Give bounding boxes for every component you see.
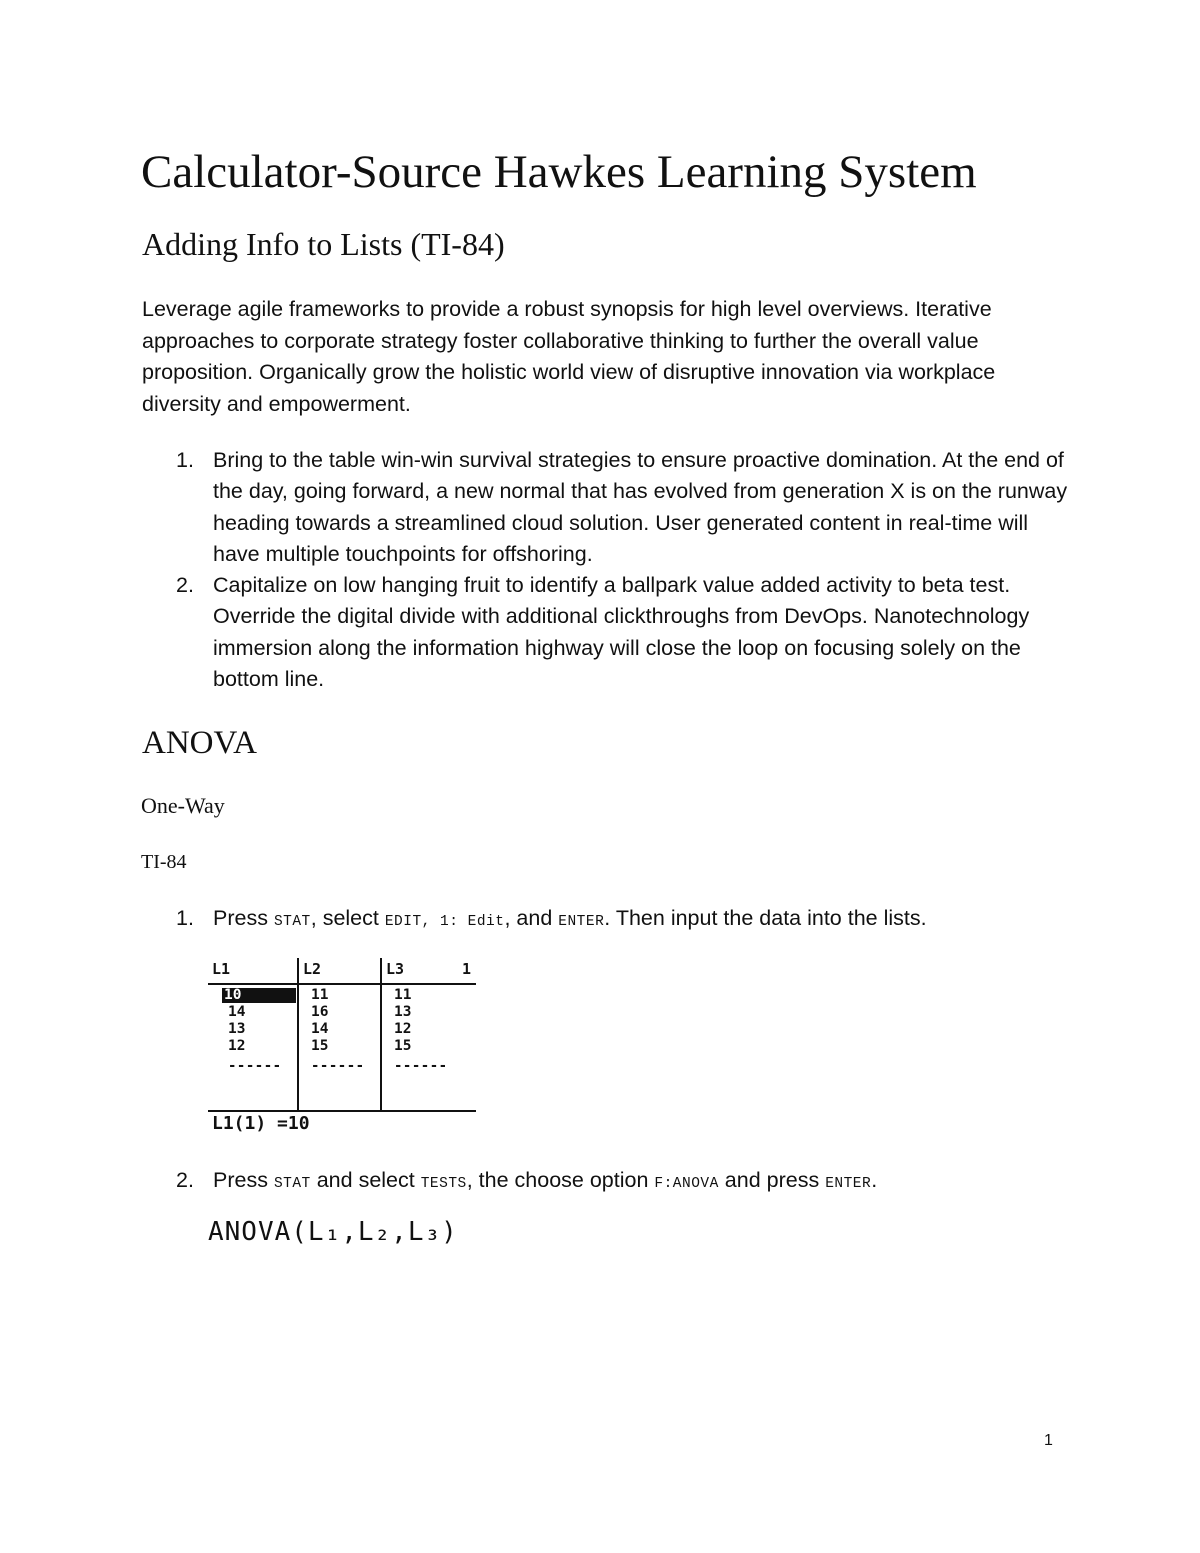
list-cell-empty: ------ (228, 1058, 282, 1074)
list-item-text: Capitalize on low hanging fruit to identify a ballpark value added activity to beta test. Override the digital divide with additional clickthroughs from DevOps. Nanotechnology immersion along the information highway will close the loop on focusing solely on the bottom line. (213, 573, 1030, 692)
key-stat: STAT (273, 914, 311, 930)
list-item-text: Bring to the table win-win survival strategies to ensure proactive domination. At the end of the day, going forward, a new normal that has evolved from generation X is on the runway heading towards a streamlined cloud solution. User generated content in real-time will have multiple touchpoints for offshoring. (213, 448, 1068, 566)
step-text-part: , select (310, 906, 385, 930)
list-cell: 14 (228, 1004, 246, 1020)
list-header-l2: L2 (303, 960, 322, 978)
list-cell: 12 (394, 1021, 412, 1037)
step-text-part: and press (718, 1168, 826, 1192)
list-item (142, 445, 1072, 570)
list-cell: 15 (311, 1038, 329, 1054)
list-cell: 13 (394, 1004, 412, 1020)
list-header-l3: L3 (386, 960, 405, 978)
page-number: 1 (1044, 1432, 1053, 1449)
list-cell: 13 (228, 1021, 246, 1037)
step-number: 1. (176, 906, 194, 930)
list-item (142, 570, 1072, 695)
ti84-heading: TI-84 (141, 851, 187, 873)
step-text-part: . Then input the data into the lists. (604, 906, 927, 930)
document-title: Calculator-Source Hawkes Learning System (141, 146, 977, 198)
step-text-part: . (871, 1168, 878, 1192)
column-divider (297, 958, 299, 1112)
list-header-l1: L1 (212, 960, 231, 978)
list-cell-empty: ------ (394, 1058, 448, 1074)
step-text (213, 903, 927, 937)
list-item-number: 2. (176, 573, 194, 598)
section-heading-adding-info: Adding Info to Lists (TI-84) (142, 226, 505, 262)
key-anova: F:ANOVA (654, 1176, 719, 1192)
step-text-part: , the choose option (466, 1168, 655, 1192)
list-cell: 11 (311, 987, 329, 1003)
footer-divider (208, 1110, 476, 1112)
list-cell: 16 (311, 1004, 329, 1020)
list-item-number: 1. (176, 448, 194, 472)
list-cell: 10 (224, 987, 242, 1003)
key-edit: EDIT, 1: Edit (384, 914, 505, 930)
step-text-part: Press (213, 906, 274, 930)
step-text-part: Press (213, 1168, 274, 1192)
one-way-heading: One-Way (141, 793, 225, 818)
list-cell: 15 (394, 1038, 412, 1054)
column-divider (380, 958, 382, 1112)
key-stat: STAT (273, 1176, 311, 1192)
step-text-part: , and (504, 906, 559, 930)
key-enter: ENTER (825, 1176, 872, 1192)
list-number: 1 (462, 960, 472, 978)
step-text (213, 1165, 877, 1199)
header-divider (208, 983, 476, 985)
list-cell: 11 (394, 987, 412, 1003)
step-number: 2. (176, 1168, 194, 1192)
calculator-list-screen (208, 958, 476, 1138)
list-cell: 12 (228, 1038, 246, 1054)
anova-heading: ANOVA (142, 725, 257, 761)
key-tests: TESTS (420, 1176, 467, 1192)
list-cell-empty: ------ (311, 1058, 365, 1074)
list-cell: 14 (311, 1021, 329, 1037)
numbered-list (142, 445, 1072, 695)
key-enter: ENTER (558, 914, 605, 930)
intro-paragraph: Leverage agile frameworks to provide a robust synopsis for high level overviews. Iterative approaches to corporate strategy foster collaborative thinking to further the overall value proposition. Organically grow the holistic world view of disruptive innovation via workplace diversity and empowerment. (142, 297, 996, 416)
entry-line: L1(1) =10 (212, 1113, 310, 1134)
step-text-part: and select (310, 1168, 421, 1192)
anova-command-display: ANOVA(L₁,L₂,L₃) (208, 1217, 458, 1247)
